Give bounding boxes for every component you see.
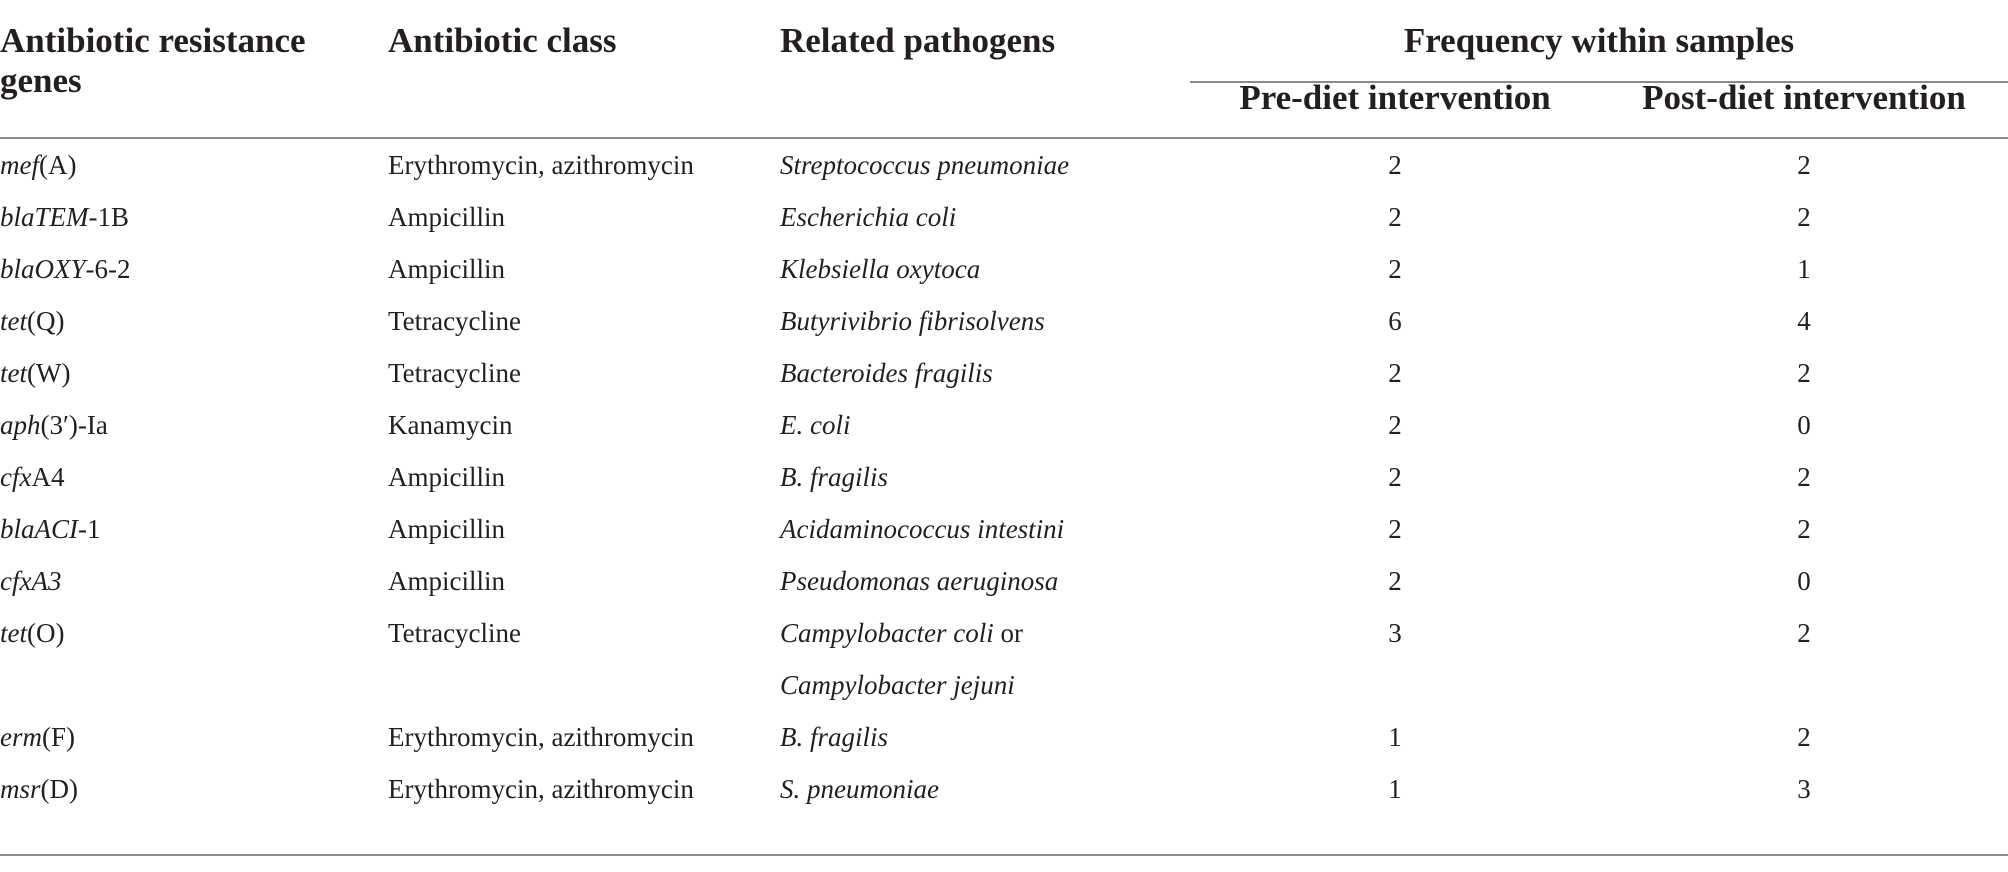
table-row [0, 295, 2008, 347]
gene-cell [0, 138, 388, 191]
pre-diet-value: 6 [1388, 306, 1402, 336]
antibiotic-class-cell: Tetracycline [388, 306, 522, 336]
pathogen-name-italic: Acidaminococcus intestini [780, 514, 1065, 544]
table-bottom-rule [0, 854, 2008, 856]
gene-name-suffix: -6-2 [85, 254, 131, 284]
antibiotic-class-cell: Ampicillin [388, 202, 505, 232]
table-row [0, 451, 2008, 503]
pathogen-name-suffix: or [993, 618, 1023, 648]
gene-name-suffix: -1 [78, 514, 101, 544]
gene-cell [0, 711, 388, 763]
pathogen-cell [780, 607, 1190, 659]
pathogen-name-italic: B. fragilis [780, 722, 889, 752]
table-row [0, 607, 2008, 659]
table-body [0, 138, 2008, 815]
pre-diet-value: 3 [1388, 618, 1402, 648]
pre-diet-value: 2 [1388, 410, 1402, 440]
table-row [0, 347, 2008, 399]
gene-name-italic: tet [0, 358, 27, 388]
gene-name-suffix: (Q) [27, 306, 65, 336]
antibiotic-class-cell: Ampicillin [388, 254, 505, 284]
pre-diet-value: 2 [1388, 358, 1402, 388]
antibiotic-class-cell: Tetracycline [388, 358, 522, 388]
gene-name-italic: blaOXY [0, 254, 86, 284]
pre-diet-value: 2 [1388, 150, 1402, 180]
pathogen-cell [780, 347, 1190, 399]
table-row [0, 399, 2008, 451]
pre-diet-value: 1 [1388, 774, 1402, 804]
pathogen-cell [780, 191, 1190, 243]
gene-cell [0, 659, 388, 711]
gene-name-italic: blaACI [0, 514, 78, 544]
gene-cell [0, 555, 388, 607]
gene-name-suffix: (D) [40, 774, 78, 804]
antibiotic-class-cell: Erythromycin, azithromycin [388, 774, 694, 804]
gene-name-suffix: (W) [27, 358, 71, 388]
pre-diet-value: 2 [1388, 566, 1402, 596]
table-row [0, 711, 2008, 763]
header-row-1 [0, 0, 2008, 62]
pathogen-cell [780, 503, 1190, 555]
gene-name-suffix: A4 [31, 462, 65, 492]
header-frequency: Frequency within samples [1403, 21, 1795, 60]
post-diet-value: 0 [1797, 410, 1811, 440]
gene-cell [0, 295, 388, 347]
table-row [0, 659, 2008, 711]
pathogen-name-italic: Klebsiella oxytoca [780, 254, 981, 284]
pathogen-name-italic: Campylobacter jejuni [780, 670, 1015, 700]
gene-name-suffix: (A) [38, 150, 77, 180]
table-row [0, 243, 2008, 295]
post-diet-value: 0 [1797, 566, 1811, 596]
gene-name-italic: cfxA3 [0, 566, 62, 596]
pathogen-name-italic: Streptococcus pneumoniae [780, 150, 1070, 180]
post-diet-value: 2 [1797, 722, 1811, 752]
pathogen-cell [780, 659, 1190, 711]
post-diet-value: 2 [1797, 358, 1811, 388]
header-post: Post-diet intervention [1600, 62, 2008, 138]
gene-cell [0, 607, 388, 659]
gene-name-suffix: (F) [42, 722, 75, 752]
table-row [0, 555, 2008, 607]
pathogen-name-italic: E. coli [780, 410, 851, 440]
pathogen-cell [780, 555, 1190, 607]
gene-name-italic: tet [0, 618, 27, 648]
post-diet-value: 2 [1797, 462, 1811, 492]
post-diet-value: 4 [1797, 306, 1811, 336]
gene-cell [0, 451, 388, 503]
header-gene: Antibiotic resistance genes [0, 0, 388, 138]
pre-diet-value: 2 [1388, 254, 1402, 284]
gene-name-suffix: (3′)-Ia [40, 410, 108, 440]
pathogen-name-italic: S. pneumoniae [780, 774, 939, 804]
header-pathogens: Related pathogens [780, 0, 1190, 138]
pre-diet-value: 2 [1388, 514, 1402, 544]
gene-cell [0, 243, 388, 295]
pre-diet-value: 1 [1388, 722, 1402, 752]
table-row [0, 763, 2008, 815]
post-diet-value: 2 [1797, 618, 1811, 648]
antibiotic-class-cell: Kanamycin [388, 410, 513, 440]
post-diet-value: 2 [1797, 514, 1811, 544]
pathogen-name-italic: Butyrivibrio fibrisolvens [780, 306, 1045, 336]
frequency-group-rule [1190, 81, 2008, 83]
pathogen-name-italic: Escherichia coli [780, 202, 957, 232]
gene-name-italic: tet [0, 306, 27, 336]
pathogen-name-italic: B. fragilis [780, 462, 889, 492]
post-diet-value [1600, 659, 2008, 711]
post-diet-value: 2 [1797, 150, 1811, 180]
antibiotic-class-cell [388, 659, 780, 711]
pathogen-cell [780, 711, 1190, 763]
table-row [0, 503, 2008, 555]
pre-diet-value [1190, 659, 1600, 711]
pre-diet-value: 2 [1388, 202, 1402, 232]
pre-diet-value: 2 [1388, 462, 1402, 492]
antibiotic-class-cell: Erythromycin, azithromycin [388, 150, 694, 180]
gene-name-italic: msr [0, 774, 41, 804]
pathogen-name-italic: Bacteroides fragilis [780, 358, 993, 388]
gene-cell [0, 399, 388, 451]
gene-name-italic: blaTEM [0, 202, 89, 232]
post-diet-value: 2 [1797, 202, 1811, 232]
pathogen-cell [780, 451, 1190, 503]
pathogen-name-italic: Campylobacter coli [780, 618, 994, 648]
gene-name-italic: mef [0, 150, 39, 180]
antibiotic-class-cell: Ampicillin [388, 566, 505, 596]
gene-cell [0, 503, 388, 555]
post-diet-value: 1 [1797, 254, 1811, 284]
table-row [0, 191, 2008, 243]
post-diet-value: 3 [1797, 774, 1811, 804]
antibiotic-class-cell: Tetracycline [388, 618, 522, 648]
pathogen-cell [780, 295, 1190, 347]
antibiotic-class-cell: Ampicillin [388, 462, 505, 492]
pathogen-cell [780, 763, 1190, 815]
pathogen-cell [780, 399, 1190, 451]
gene-name-suffix: (O) [27, 618, 65, 648]
pathogen-cell [780, 243, 1190, 295]
gene-cell [0, 763, 388, 815]
antibiotic-class-cell: Erythromycin, azithromycin [388, 722, 694, 752]
gene-name-italic: erm [0, 722, 42, 752]
gene-name-italic: aph [0, 410, 41, 440]
table-row [0, 138, 2008, 191]
gene-cell [0, 191, 388, 243]
antibiotic-class-cell: Ampicillin [388, 514, 505, 544]
gene-name-italic: cfx [0, 462, 32, 492]
header-pre: Pre-diet intervention [1190, 62, 1600, 138]
header-class: Antibiotic class [388, 0, 780, 138]
pathogen-cell [780, 138, 1190, 191]
pathogen-name-italic: Pseudomonas aeruginosa [780, 566, 1059, 596]
gene-name-suffix: -1B [88, 202, 130, 232]
gene-cell [0, 347, 388, 399]
